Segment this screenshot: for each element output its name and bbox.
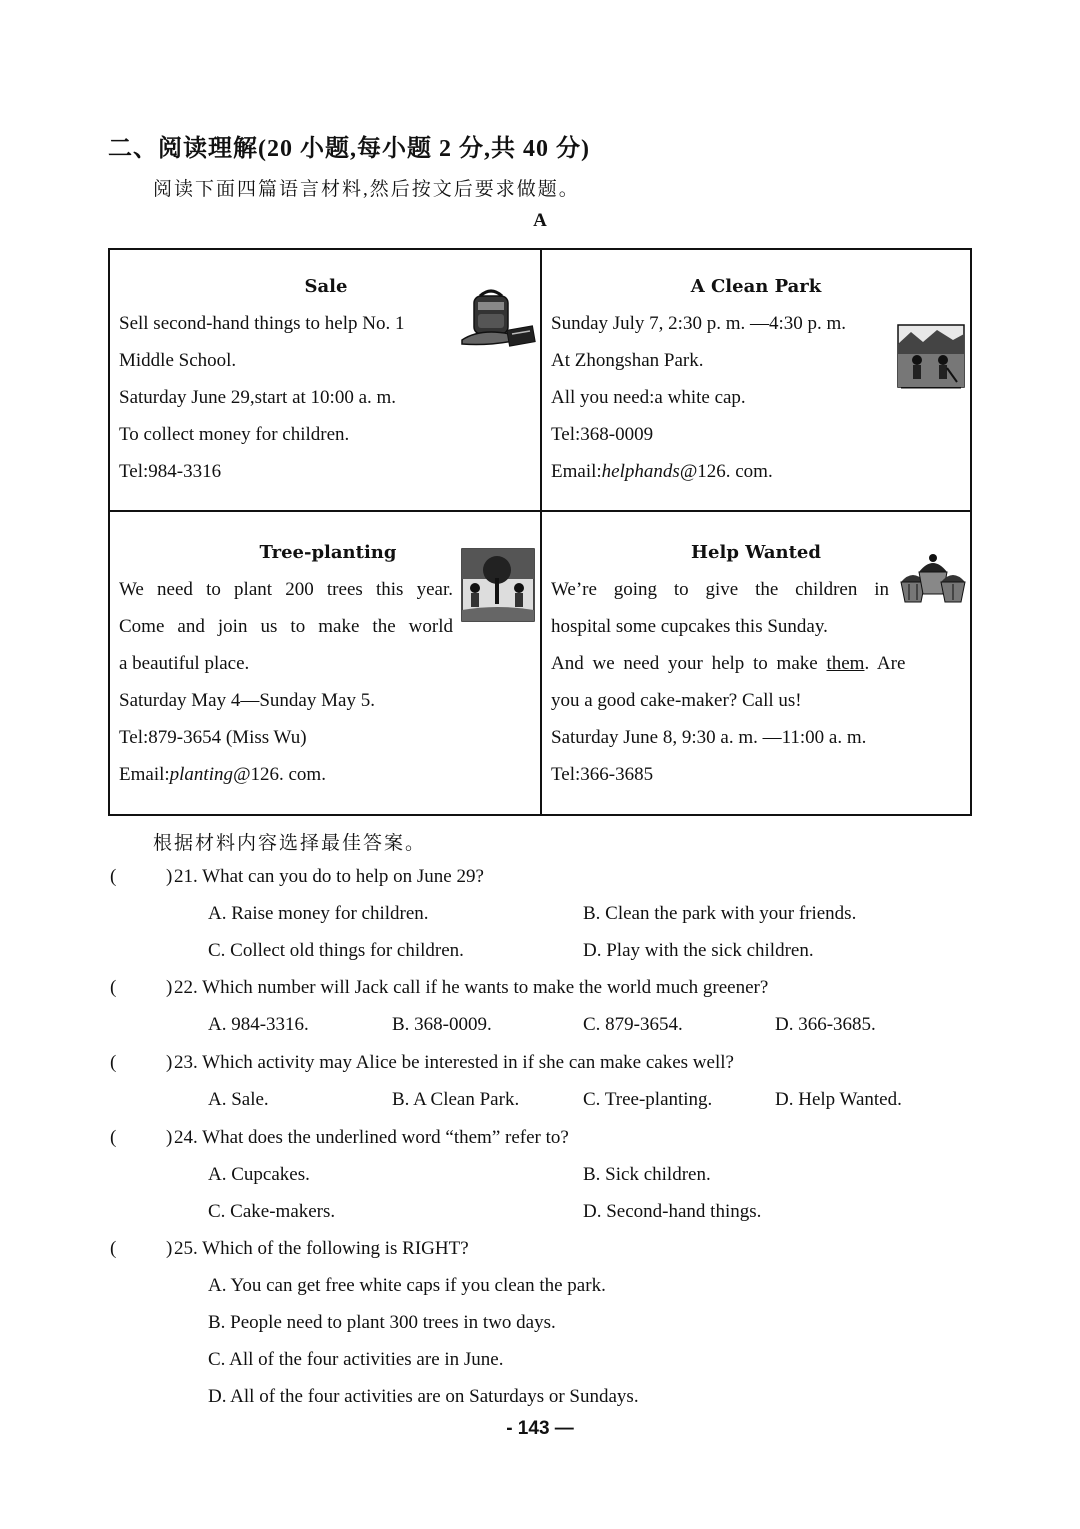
option-c: C. 879-3654. (583, 1014, 683, 1035)
option-b: B. A Clean Park. (392, 1089, 520, 1110)
card-email (551, 453, 963, 490)
card-line: Middle School. (119, 350, 237, 371)
park-cleanup-icon (897, 324, 965, 390)
question-stem: 21. What can you do to help on June 29? (174, 866, 484, 887)
card-line: Saturday June 8, 9:30 a. m. —11:00 a. m. (551, 727, 867, 748)
card-line-text: . Are (864, 653, 906, 674)
option-c: C. All of the four activities are in June. (208, 1349, 504, 1370)
option-a: A. Raise money for children. (208, 903, 429, 924)
option-b: B. Clean the park with your friends. (583, 903, 857, 924)
option-a: A. Cupcakes. (208, 1164, 310, 1185)
grid-divider-vertical (540, 248, 542, 816)
section-title: 二、阅读理解(20 小题,每小题 2 分,共 40 分) (108, 136, 590, 162)
card-line: Saturday May 4—Sunday May 5. (119, 690, 375, 711)
tree-planting-icon (461, 548, 535, 622)
card-title: Help Wanted (691, 542, 821, 563)
answer-paren-close: ) (166, 1238, 173, 1259)
option-a: A. Sale. (208, 1089, 269, 1110)
card-line: Saturday June 29,start at 10:00 a. m. (119, 387, 397, 408)
question-stem: 24. What does the underlined word “them” refer to? (174, 1127, 569, 1148)
card-line: Tel:368-0009 (551, 424, 654, 445)
card-title: A Clean Park (690, 276, 822, 297)
card-line: To collect money for children. (119, 424, 350, 445)
answer-paren-open: ( (110, 866, 117, 887)
answer-paren-open: ( (110, 977, 117, 998)
underlined-word: them (826, 653, 865, 674)
answer-paren-close: ) (166, 1052, 173, 1073)
option-b: B. 368-0009. (392, 1014, 492, 1035)
option-d: D. Second-hand things. (583, 1201, 762, 1222)
card-line-text: And we need your help to make (551, 653, 827, 674)
question-stem: 25. Which of the following is RIGHT? (174, 1238, 469, 1259)
page-number: - 143 — (506, 1418, 574, 1439)
option-c: C. Tree-planting. (583, 1089, 713, 1110)
option-d: D. All of the four activities are on Saturdays or Sundays. (208, 1386, 639, 1407)
option-b: B. People need to plant 300 trees in two days. (208, 1312, 556, 1333)
option-a: A. You can get free white caps if you clean the park. (208, 1275, 606, 1296)
option-d: D. 366-3685. (775, 1014, 876, 1035)
email-user: helphands@ (601, 461, 698, 482)
backpack-icon (460, 288, 538, 350)
questions-header: 根据材料内容选择最佳答案。 (153, 833, 427, 854)
card-line: At Zhongshan Park. (551, 350, 704, 371)
card-line: We need to plant 200 trees this year. (119, 579, 453, 600)
cupcakes-icon (897, 548, 969, 606)
card-line: We’re going to give the children in (551, 579, 889, 600)
card-line: Tel:366-3685 (551, 764, 654, 785)
question-stem: 23. Which activity may Alice be interested in if she can make cakes well? (174, 1052, 734, 1073)
email-domain: 126. com. (697, 461, 773, 482)
answer-paren-open: ( (110, 1127, 117, 1148)
email-label: Email: (551, 461, 602, 482)
passage-label: A (533, 210, 547, 231)
option-c: C. Cake-makers. (208, 1201, 336, 1222)
answer-paren-close: ) (166, 866, 173, 887)
option-a: A. 984-3316. (208, 1014, 309, 1035)
answer-paren-close: ) (166, 1127, 173, 1148)
card-line: a beautiful place. (119, 653, 250, 674)
card-line: All you need:a white cap. (551, 387, 746, 408)
question-stem: 22. Which number will Jack call if he wants to make the world much greener? (174, 977, 769, 998)
card-line: Tel:879-3654 (Miss Wu) (119, 727, 307, 748)
card-email (119, 756, 453, 793)
grid-divider-horizontal (108, 510, 972, 512)
section-instruction: 阅读下面四篇语言材料,然后按文后要求做题。 (153, 179, 580, 200)
option-b: B. Sick children. (583, 1164, 711, 1185)
answer-paren-open: ( (110, 1238, 117, 1259)
card-line: Sell second-hand things to help No. 1 (119, 313, 405, 334)
email-label: Email: (119, 764, 170, 785)
email-domain: 126. com. (250, 764, 326, 785)
card-line: you a good cake-maker? Call us! (551, 690, 802, 711)
option-d: D. Help Wanted. (775, 1089, 902, 1110)
card-title: Sale (304, 276, 348, 297)
email-user: planting@ (169, 764, 251, 785)
answer-paren-close: ) (166, 977, 173, 998)
card-title: Tree-planting (259, 542, 397, 563)
answer-paren-open: ( (110, 1052, 117, 1073)
card-line: Sunday July 7, 2:30 p. m. —4:30 p. m. (551, 313, 847, 334)
card-line: Tel:984-3316 (119, 461, 222, 482)
card-line: hospital some cupcakes this Sunday. (551, 616, 828, 637)
option-d: D. Play with the sick children. (583, 940, 814, 961)
card-line (551, 645, 962, 682)
card-line: Come and join us to make the world (119, 616, 453, 637)
card-tree-planting (119, 534, 453, 793)
option-c: C. Collect old things for children. (208, 940, 464, 961)
